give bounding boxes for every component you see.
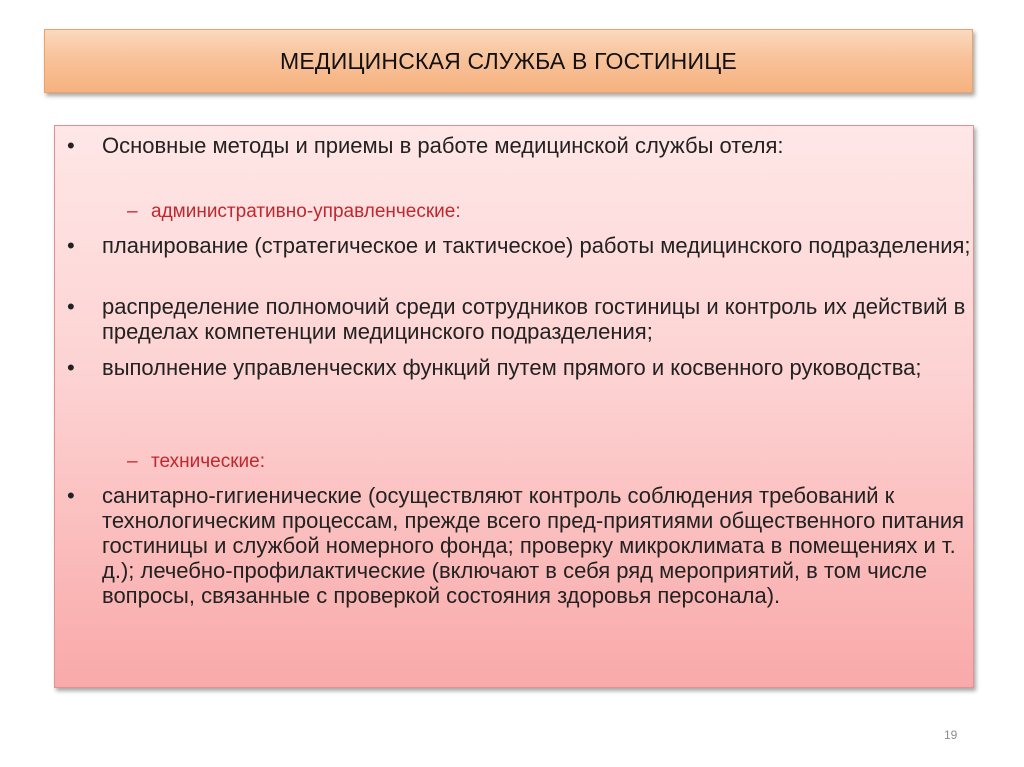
intro-text: Основные методы и приемы в работе медицинской службы отеля: — [102, 133, 784, 158]
bullet-icon: • — [67, 483, 75, 508]
bullet-icon: • — [67, 294, 75, 319]
section-admin-label: административно-управленческие: — [151, 201, 461, 222]
bullet-icon: • — [67, 355, 75, 380]
dash-icon: – — [127, 451, 138, 472]
bullet-icon: • — [67, 133, 75, 158]
dash-icon: – — [127, 201, 138, 222]
bullet-icon: • — [67, 233, 75, 258]
section-technical-label: технические: — [151, 451, 265, 472]
title-box — [44, 29, 973, 93]
list-item-text: планирование (стратегическое и тактическое) работы медицинского подразделения; — [102, 233, 971, 258]
list-item-text: выполнение управленческих функций путем прямого и косвенного руководства; — [102, 355, 922, 380]
list-item-text: распределение полномочий среди сотрудников гостиницы и контроль их действий в пределах компетенции медицинского подразделения; — [102, 294, 966, 344]
page-number: 19 — [944, 728, 958, 742]
list-item-text: санитарно-гигиенические (осуществляют контроль соблюдения требований к технологическим процессам, прежде всего пред-приятиями общественного питания гостиницы и службой номерного фонда; проверку микроклимата в помещениях и т. д.); лечебно-профилактические (включают в себя ряд мероприятий, в том числе вопросы, связанные с проверкой состояния здоровья персонала). — [102, 483, 965, 608]
content-box — [54, 125, 974, 688]
slide-title: МЕДИЦИНСКАЯ СЛУЖБА В ГОСТИНИЦЕ — [280, 47, 737, 74]
